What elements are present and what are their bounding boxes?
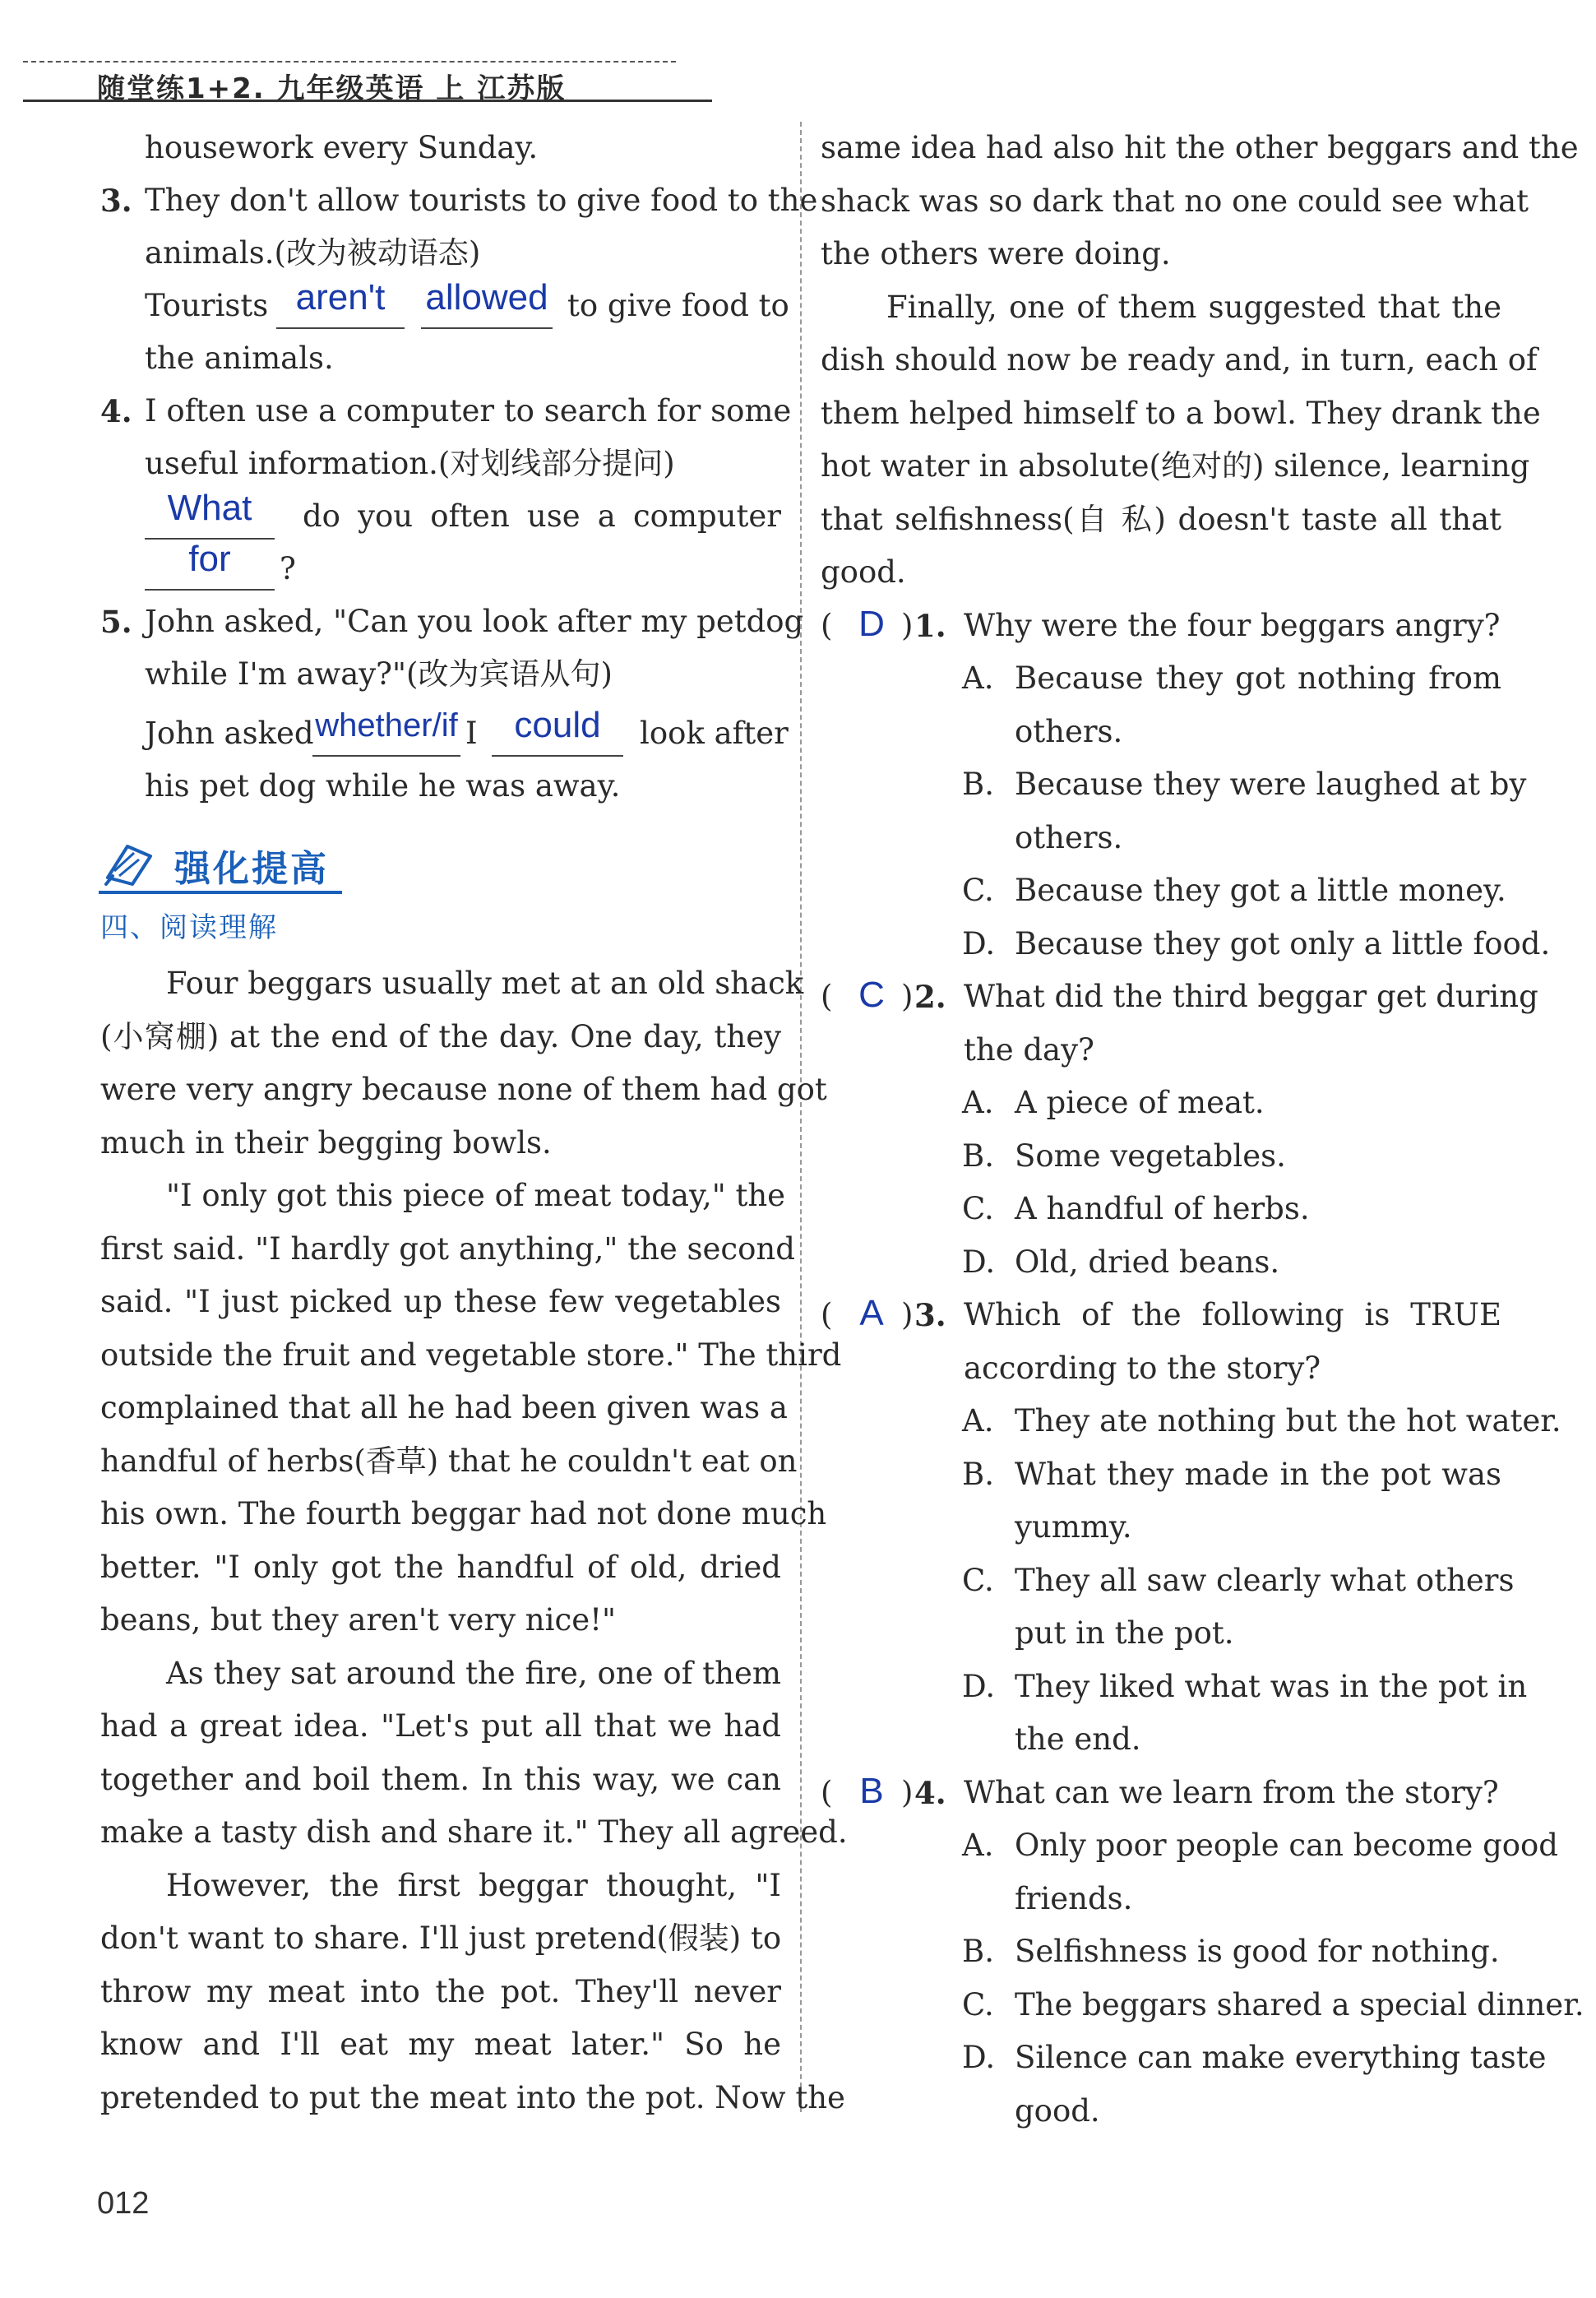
passage-line: had a great idea. "Let's put all that we had (100, 1708, 781, 1744)
option-letter: A. (962, 1828, 994, 1863)
answer-middle: do you often use a computer (303, 498, 781, 534)
option-letter: A. (962, 1403, 994, 1439)
option-text: Silence can make everything taste (1015, 2040, 1547, 2075)
option-letter: C. (962, 1563, 994, 1598)
handwritten-choice-answer: A (859, 1293, 884, 1333)
handwritten-answer: whether/if (315, 707, 458, 744)
passage-line: complained that all he had been given was a (100, 1390, 788, 1425)
option-text: Some vegetables. (1015, 1138, 1286, 1174)
pencil-book-icon (103, 838, 157, 887)
answer-end: ? (280, 551, 296, 586)
option-text: good. (1015, 2093, 1100, 2129)
page-header (23, 61, 712, 105)
option-text: Because they got nothing from (1015, 660, 1501, 696)
option-letter: D. (962, 1669, 996, 1704)
answer-bracket-close: ) (901, 979, 914, 1014)
question-number: 5. (100, 604, 132, 640)
answer-middle: I (465, 716, 478, 751)
option-letter: B. (962, 1138, 994, 1174)
answer-bracket-open: ( (821, 608, 833, 643)
question-instruction: while I'm away?"(改为宾语从句) (145, 656, 613, 692)
question-stem: the day? (964, 1032, 1094, 1068)
handwritten-answer: for (188, 539, 231, 579)
option-text: Because they got a little money. (1015, 873, 1506, 908)
passage-line: much in their begging bowls. (100, 1125, 552, 1161)
option-text: put in the pot. (1015, 1615, 1234, 1651)
passage-line: said. "I just picked up these few vegetables (100, 1284, 781, 1319)
passage-line: Finally, one of them suggested that the (886, 290, 1501, 325)
option-text: Because they were laughed at by (1015, 767, 1527, 802)
option-text: Only poor people can become good (1015, 1828, 1558, 1863)
passage-line: (小窝棚) at the end of the day. One day, they (100, 1019, 781, 1054)
passage-line: shack was so dark that no one could see what (821, 183, 1529, 219)
answer-bracket-close: ) (901, 1775, 914, 1810)
passage-line: his own. The fourth beggar had not done much (100, 1496, 827, 1531)
text-line: his pet dog while he was away. (145, 768, 621, 804)
handwritten-choice-answer: C (858, 975, 885, 1015)
passage-line: first said. "I hardly got anything," the second (100, 1231, 795, 1267)
option-letter: D. (962, 926, 996, 961)
passage-line: Four beggars usually met at an old shack (166, 966, 804, 1001)
question-number: 1. (914, 608, 946, 644)
passage-line: don't want to share. I'll just pretend(假装) to (100, 1920, 782, 1956)
handwritten-answer: aren't (295, 277, 386, 317)
passage-line: the others were doing. (821, 236, 1171, 271)
handwritten-answer: could (514, 705, 601, 745)
question-stem: Which of the following is TRUE (964, 1297, 1501, 1332)
option-letter: A. (962, 1085, 994, 1120)
passage-line: that selfishness(自 私) doesn't taste all that (821, 502, 1501, 537)
question-stem: What can we learn from the story? (964, 1775, 1499, 1810)
passage-line: hot water in absolute(绝对的) silence, learning (821, 448, 1530, 484)
option-text: Old, dried beans. (1015, 1244, 1280, 1280)
question-text: John asked, "Can you look after my petdog (145, 604, 804, 639)
question-text: They don't allow tourists to give food to the (145, 183, 818, 218)
option-text: the end. (1015, 1721, 1141, 1757)
handwritten-choice-answer: D (858, 604, 885, 644)
option-text: others. (1015, 714, 1123, 749)
question-instruction: animals.(改为被动语态) (145, 235, 481, 271)
answer-bracket-close: ) (901, 1297, 914, 1332)
handwritten-choice-answer: B (859, 1771, 884, 1811)
option-letter: B. (962, 1457, 994, 1492)
passage-line: As they sat around the fire, one of them (166, 1656, 781, 1691)
option-text: A handful of herbs. (1015, 1191, 1310, 1226)
option-letter: D. (962, 2040, 996, 2075)
handwritten-answer: What (167, 488, 252, 528)
question-number: 3. (914, 1297, 946, 1333)
option-text: They liked what was in the pot in (1015, 1669, 1528, 1704)
passage-line: beans, but they aren't very nice!" (100, 1602, 616, 1638)
option-text: A piece of meat. (1015, 1085, 1265, 1120)
passage-line: outside the fruit and vegetable store." The third (100, 1337, 842, 1373)
option-letter: C. (962, 1191, 994, 1226)
passage-line: handful of herbs(香草) that he couldn't eat on (100, 1443, 798, 1479)
question-number: 2. (914, 979, 946, 1015)
passage-line: good. (821, 554, 906, 590)
answer-bracket-close: ) (901, 608, 914, 643)
option-letter: B. (962, 1934, 994, 1969)
option-text: They ate nothing but the hot water. (1015, 1403, 1561, 1439)
section-underline (99, 891, 342, 894)
option-letter: C. (962, 873, 994, 908)
question-number: 4. (914, 1775, 946, 1811)
answer-prefix: Tourists (145, 288, 269, 323)
passage-line: were very angry because none of them had got (100, 1072, 827, 1107)
option-text: friends. (1015, 1881, 1133, 1916)
passage-line: throw my meat into the pot. They'll never (100, 1974, 781, 2009)
question-number: 3. (100, 183, 132, 219)
option-text: What they made in the pot was (1015, 1457, 1501, 1492)
question-stem: according to the story? (964, 1351, 1321, 1386)
passage-line: together and boil them. In this way, we can (100, 1762, 781, 1797)
option-text: Because they got only a little food. (1015, 926, 1551, 961)
question-stem: Why were the four beggars angry? (964, 608, 1501, 643)
header-dashed-rule (23, 61, 676, 63)
passage-line: better. "I only got the handful of old, dried (100, 1550, 781, 1585)
header-rule (23, 100, 712, 102)
passage-line: "I only got this piece of meat today," the (166, 1178, 786, 1213)
section-title: 强化提高 (174, 848, 329, 890)
answer-suffix: look after (640, 716, 789, 751)
text-line: the animals. (145, 341, 334, 376)
option-letter: A. (962, 660, 994, 696)
text-line: housework every Sunday. (145, 130, 539, 165)
passage-line: know and I'll eat my meat later." So he (100, 2027, 781, 2062)
passage-line: them helped himself to a bowl. They drank the (821, 396, 1541, 431)
question-number: 4. (100, 393, 132, 429)
answer-bracket-open: ( (821, 1297, 833, 1332)
option-text: Selfishness is good for nothing. (1015, 1934, 1500, 1969)
section-subheading: 四、阅读理解 (100, 911, 278, 944)
question-instruction: useful information.(对划线部分提问) (145, 446, 675, 481)
option-text: others. (1015, 820, 1123, 855)
answer-prefix: John asked (145, 716, 314, 751)
passage-line: However, the first beggar thought, "I (166, 1868, 781, 1903)
answer-bracket-open: ( (821, 979, 833, 1014)
page-number: 012 (97, 2186, 150, 2221)
question-stem: What did the third beggar get during (964, 979, 1538, 1014)
option-letter: B. (962, 767, 994, 802)
option-text: They all saw clearly what others (1015, 1563, 1515, 1598)
handwritten-answer: allowed (425, 277, 548, 317)
passage-line: dish should now be ready and, in turn, each of (821, 342, 1538, 378)
header-title: 随堂练1+2. 九年级英语 上 江苏版 (97, 72, 567, 105)
option-text: The beggars shared a special dinner. (1015, 1987, 1584, 2022)
option-text: yummy. (1015, 1509, 1132, 1545)
passage-line: pretended to put the meat into the pot. Now the (100, 2080, 845, 2115)
option-letter: C. (962, 1987, 994, 2022)
option-letter: D. (962, 1244, 996, 1280)
passage-line: make a tasty dish and share it." They all agreed. (100, 1814, 848, 1850)
passage-line: same idea had also hit the other beggars and the (821, 130, 1579, 165)
question-text: I often use a computer to search for some (145, 393, 792, 429)
answer-bracket-open: ( (821, 1775, 833, 1810)
answer-suffix: to give food to (567, 288, 789, 323)
